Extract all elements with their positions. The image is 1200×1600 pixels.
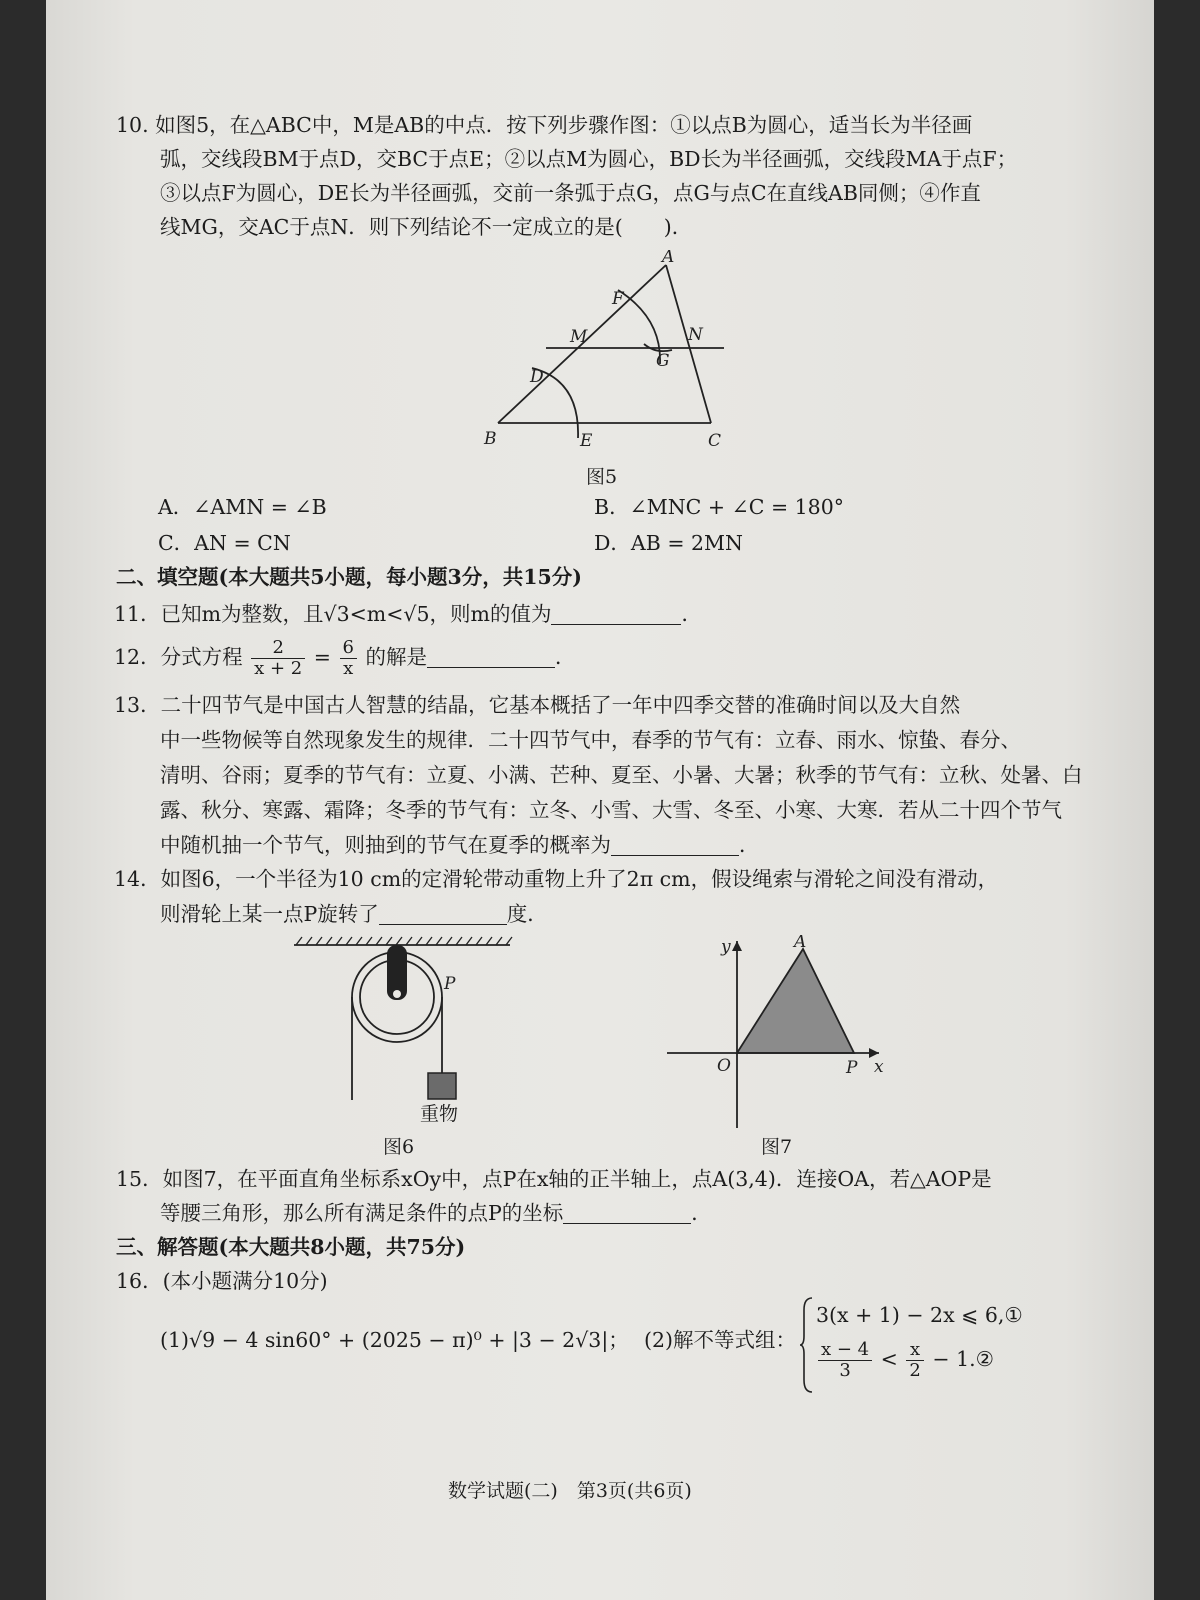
label-d: D xyxy=(530,367,544,387)
q14-end: 度． xyxy=(506,902,548,926)
q13-line5 xyxy=(160,828,760,862)
q11-end: ． xyxy=(681,602,702,626)
system-brace xyxy=(800,1296,814,1394)
q12-frac1-num: 2 xyxy=(251,638,305,659)
weight-block xyxy=(428,1073,456,1099)
q12-frac2-num: 6 xyxy=(340,638,357,659)
q10-line3: ③以点F为圆心，DE长为半径画弧，交前一条弧于点G，点G与点C在直线AB同侧；④作直 xyxy=(160,181,981,205)
figure-6-caption: 图6 xyxy=(383,1136,415,1158)
q13-answer-blank[interactable] xyxy=(611,833,739,856)
q15-answer-blank[interactable] xyxy=(563,1201,691,1224)
fig7-label-p: P xyxy=(846,1058,858,1078)
label-c: C xyxy=(708,431,722,451)
q13-line5-text: 中随机抽一个节气，则抽到的节气在夏季的概率为 xyxy=(160,833,611,857)
q12-end: ． xyxy=(555,645,576,669)
exam-page xyxy=(46,0,1154,1600)
q12-answer-blank[interactable] xyxy=(427,645,555,668)
weight-label: 重物 xyxy=(420,1103,459,1125)
figure-5-caption: 图5 xyxy=(586,466,618,488)
triangle-aop xyxy=(737,949,854,1053)
ineq2-fraction-left xyxy=(818,1340,872,1381)
label-m: M xyxy=(570,327,588,347)
q14-line1: 14．如图6，一个半径为10 cm的定滑轮带动重物上升了2π cm，假设绳索与滑轮之间没有滑动， xyxy=(114,867,999,891)
label-a: A xyxy=(662,250,675,267)
q10-option-c: C．AN = CN xyxy=(158,531,291,555)
q12-frac2-den: x xyxy=(343,658,354,679)
q12-text: 12．分式方程 xyxy=(114,645,243,669)
q12-fraction-left xyxy=(251,638,305,679)
ineq2-lt: < xyxy=(880,1347,898,1371)
q14-answer-blank[interactable] xyxy=(379,902,507,925)
q15-line1: 15．如图7，在平面直角坐标系xOy中，点P在x轴的正半轴上，点A(3,4)．连接OA，若△AOP是 xyxy=(116,1167,992,1191)
ineq2-tail: − 1.② xyxy=(932,1347,995,1371)
q16-part1: (1)√9 − 4 sin60° + (2025 − π)⁰ + |3 − 2√3|； xyxy=(160,1328,629,1352)
y-axis-arrow xyxy=(732,941,742,951)
q10-line2: 弧，交线段BM于点D，交BC于点E；②以点M为圆心，BD长为半径画弧，交线段MA于点F； xyxy=(160,147,1018,171)
q10-option-a: A．∠AMN = ∠B xyxy=(158,495,327,519)
q11 xyxy=(114,597,702,631)
q12 xyxy=(114,638,576,679)
fig7-label-o: O xyxy=(717,1056,731,1076)
fig7-label-y: y xyxy=(721,937,731,957)
fig7-label-a: A xyxy=(794,935,807,952)
q13-line1: 13．二十四节气是中国古人智慧的结晶，它基本概括了一年中四季交替的准确时间以及大自然 xyxy=(114,693,961,717)
q12-equals: = xyxy=(313,645,331,669)
q10-option-d: D．AB = 2MN xyxy=(594,531,743,555)
figure-7-caption: 图7 xyxy=(761,1136,793,1158)
ineq2-num1: x − 4 xyxy=(818,1340,872,1361)
label-e: E xyxy=(580,431,593,451)
label-n: N xyxy=(688,325,703,345)
ineq2-fraction-right xyxy=(906,1340,923,1381)
q11-answer-blank[interactable] xyxy=(551,602,681,625)
q11-text: 11．已知m为整数，且√3<m<√5，则m的值为 xyxy=(114,602,552,626)
q16-part2-label: (2)解不等式组： xyxy=(644,1328,797,1352)
section-2-title: 二、填空题(本大题共5小题，每小题3分，共15分) xyxy=(116,565,582,589)
label-b: B xyxy=(484,429,497,449)
q15-line2 xyxy=(160,1196,712,1230)
q10-line4: 线MG，交AC于点N．则下列结论不一定成立的是( )． xyxy=(160,215,693,239)
ceiling-hatch xyxy=(296,937,512,945)
q16-title: 16．(本小题满分10分) xyxy=(116,1269,328,1293)
pulley-point-p: P xyxy=(444,974,456,994)
q15-end: ． xyxy=(691,1201,712,1225)
q16-inequality-2 xyxy=(816,1340,994,1381)
section-3-title: 三、解答题(本大题共8小题，共75分) xyxy=(116,1235,466,1259)
label-f: F xyxy=(612,289,624,309)
q10-line1: 10. 如图5，在△ABC中，M是AB的中点．按下列步骤作图：①以点B为圆心，适当长为半径画 xyxy=(116,113,973,137)
q13-line4: 露、秋分、寒露、霜降；冬季的节气有：立冬、小雪、大雪、冬至、小寒、大寒．若从二十四个节气 xyxy=(160,798,1062,822)
q12-fraction-right xyxy=(340,638,357,679)
q15-line2-text: 等腰三角形，那么所有满足条件的点P的坐标 xyxy=(160,1201,564,1225)
q13-end: ． xyxy=(739,833,760,857)
q13-line3: 清明、谷雨；夏季的节气有：立夏、小满、芒种、夏至、小暑、大暑；秋季的节气有：立秋、处暑、白 xyxy=(160,763,1083,787)
figure-7-coordinate-plane xyxy=(664,935,904,1135)
label-g: G xyxy=(656,351,670,371)
q13-line2: 中一些物候等自然现象发生的规律．二十四节气中，春季的节气有：立春、雨水、惊蛰、春分、 xyxy=(160,728,1021,752)
ineq2-den1: 3 xyxy=(839,1360,851,1381)
arc-fg xyxy=(618,290,660,364)
q14-line2 xyxy=(160,897,548,931)
ineq2-den2: 2 xyxy=(909,1360,921,1381)
q16-inequality-1: 3(x + 1) − 2x ⩽ 6,① xyxy=(816,1303,1023,1327)
q10-option-b: B．∠MNC + ∠C = 180° xyxy=(594,495,845,519)
ineq2-num2: x xyxy=(906,1340,923,1361)
figure-6-pulley xyxy=(282,935,522,1135)
q14-line2-text: 则滑轮上某一点P旋转了 xyxy=(160,902,379,926)
fig7-label-x: x xyxy=(874,1057,884,1077)
pulley-axle xyxy=(393,990,401,998)
q12-frac1-den: x + 2 xyxy=(254,658,303,679)
figure-5-triangle xyxy=(476,250,796,460)
q12-tail: 的解是 xyxy=(365,645,427,669)
page-footer: 数学试题(二) 第3页(共6页) xyxy=(448,1480,692,1502)
